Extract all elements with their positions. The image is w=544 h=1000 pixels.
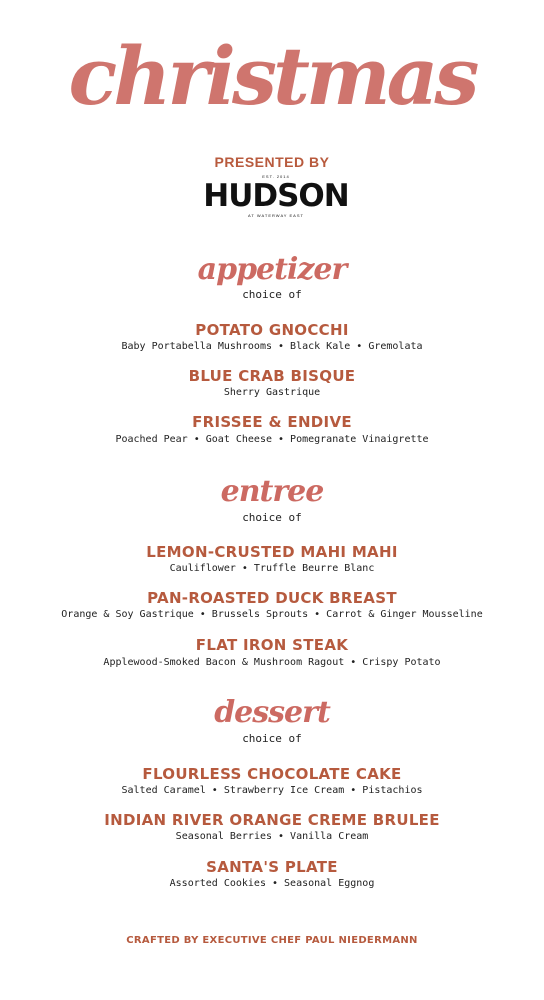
dish-name: INDIAN RIVER ORANGE CREME BRULEE	[104, 811, 440, 829]
section-subtitle: choice of	[242, 511, 302, 524]
dish-description: Poached Pear • Goat Cheese • Pomegranate Vinaigrette	[115, 434, 429, 445]
dish-name: FLOURLESS CHOCOLATE CAKE	[142, 765, 402, 783]
dish-description: Seasonal Berries • Vanilla Cream	[175, 831, 369, 842]
menu-title: christmas	[68, 29, 476, 123]
dish-description: Sherry Gastrique	[223, 387, 321, 398]
dish-name: BLUE CRAB BISQUE	[188, 367, 356, 385]
dish-name: FLAT IRON STEAK	[195, 636, 349, 654]
dish-description: Orange & Soy Gastrique • Brussels Sprouts • Carrot & Ginger Mousseline	[61, 609, 483, 620]
dish-name: POTATO GNOCCHI	[195, 321, 349, 339]
dish-name: PAN-ROASTED DUCK BREAST	[147, 589, 397, 607]
dish-name: FRISSEE & ENDIVE	[192, 413, 352, 431]
dish-description: Applewood-Smoked Bacon & Mushroom Ragout • Crispy Potato	[103, 657, 441, 668]
dish-description: Salted Caramel • Strawberry Ice Cream • Pistachios	[121, 785, 423, 796]
dish-description: Baby Portabella Mushrooms • Black Kale • Gremolata	[121, 341, 423, 352]
logo-est: EST. 2014	[262, 174, 290, 179]
presented-by-label: PRESENTED BY	[214, 154, 330, 170]
dish-description: Assorted Cookies • Seasonal Eggnog	[169, 878, 375, 889]
section-subtitle: choice of	[242, 288, 302, 301]
logo-brand: HUDSON	[203, 178, 349, 214]
hudson-logo	[196, 172, 356, 218]
section-title-dessert: dessert	[214, 695, 330, 730]
dish-description: Cauliflower • Truffle Beurre Blanc	[169, 563, 375, 574]
dish-name: SANTA'S PLATE	[206, 858, 338, 876]
chef-credit: CRAFTED BY EXECUTIVE CHEF PAUL NIEDERMANN	[126, 935, 418, 946]
section-title-appetizer: appetizer	[197, 252, 347, 287]
logo-tagline: AT WATERWAY EAST	[248, 213, 304, 218]
section-subtitle: choice of	[242, 732, 302, 745]
dish-name: LEMON-CRUSTED MAHI MAHI	[146, 543, 398, 561]
section-title-entree: entree	[220, 474, 324, 509]
